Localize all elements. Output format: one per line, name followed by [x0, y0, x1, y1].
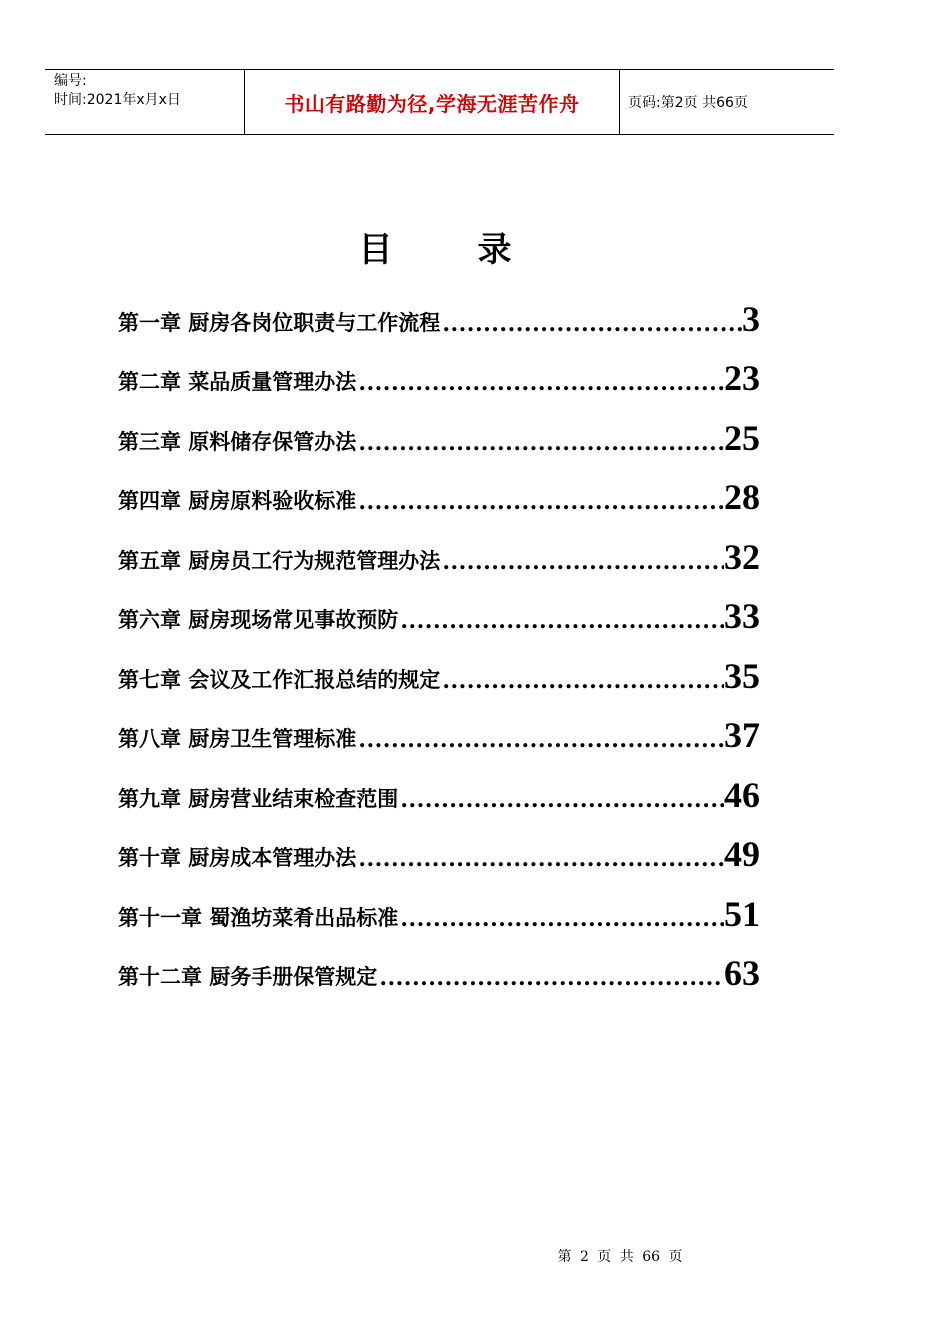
- toc-entry-label: 第十二章 厨务手册保管规定: [118, 964, 378, 989]
- toc-entry[interactable]: [118, 578, 760, 638]
- header-motto-cell: [245, 70, 620, 134]
- toc-entry[interactable]: [118, 518, 760, 578]
- toc-leader-dots: [400, 906, 724, 935]
- toc-entry-page: 23: [724, 358, 760, 398]
- toc-entry[interactable]: [118, 875, 760, 935]
- toc-entry[interactable]: [118, 697, 760, 757]
- toc-entry-page: 25: [724, 417, 760, 458]
- toc-entry-page: 32: [724, 536, 760, 577]
- toc-entry[interactable]: [118, 637, 760, 697]
- toc-entry[interactable]: [118, 756, 760, 816]
- toc-entry-page: 28: [724, 477, 760, 517]
- toc-leader-dots: [358, 430, 724, 459]
- toc-entry-page: 63: [724, 953, 760, 993]
- toc-entry-label: 第一章 厨房各岗位职责与工作流程: [118, 309, 441, 335]
- toc-entry[interactable]: [118, 340, 760, 400]
- document-number-label: 编号:: [54, 73, 87, 89]
- document-time-label: 时间:2021年x月x日: [54, 92, 181, 108]
- toc-entry-page: 49: [724, 834, 760, 874]
- toc-leader-dots: [442, 311, 742, 340]
- toc-entry[interactable]: [118, 280, 760, 340]
- toc-entry-page: 51: [724, 893, 760, 934]
- toc-entry-page: 37: [724, 715, 760, 755]
- toc-entry-label: 第二章 菜品质量管理办法: [118, 369, 357, 394]
- toc-leader-dots: [358, 846, 724, 875]
- footer-page-number: 第 2 页 共 66 页: [557, 1249, 683, 1265]
- header-page-cell: [620, 70, 834, 134]
- header-meta-cell: [45, 70, 245, 134]
- toc-entry-label: 第八章 厨房卫生管理标准: [118, 726, 357, 751]
- header-motto: 书山有路勤为径,学海无涯苦作舟: [284, 91, 580, 116]
- toc-entry-label: 第六章 厨房现场常见事故预防: [118, 607, 399, 632]
- toc-entry-label: 第五章 厨房员工行为规范管理办法: [118, 547, 441, 573]
- toc-list: [118, 280, 760, 994]
- toc-entry-page: 33: [724, 596, 760, 636]
- toc-title: 目录: [358, 230, 597, 270]
- toc-entry[interactable]: [118, 399, 760, 459]
- toc-entry-page: 35: [724, 655, 760, 696]
- toc-entry-page: 3: [742, 298, 760, 339]
- toc-leader-dots: [400, 787, 724, 816]
- toc-leader-dots: [442, 549, 724, 578]
- toc-entry-label: 第四章 厨房原料验收标准: [118, 488, 357, 513]
- toc-leader-dots: [400, 608, 724, 637]
- toc-leader-dots: [442, 668, 724, 697]
- toc-leader-dots: [358, 727, 724, 756]
- page-footer: [0, 1246, 950, 1266]
- document-header: [45, 69, 834, 135]
- toc-entry-label: 第九章 厨房营业结束检查范围: [118, 785, 399, 811]
- toc-entry-label: 第十章 厨房成本管理办法: [118, 845, 357, 870]
- toc-leader-dots: [379, 965, 724, 994]
- toc-entry-label: 第七章 会议及工作汇报总结的规定: [118, 666, 441, 692]
- toc-entry[interactable]: [118, 935, 760, 995]
- toc-entry-label: 第三章 原料储存保管办法: [118, 428, 357, 454]
- toc-leader-dots: [358, 370, 724, 399]
- toc-entry[interactable]: [118, 459, 760, 519]
- header-page-code: 页码:第2页 共66页: [628, 95, 748, 111]
- toc-leader-dots: [358, 489, 724, 518]
- toc-entry[interactable]: [118, 816, 760, 876]
- toc-entry-page: 46: [724, 774, 760, 815]
- toc-entry-label: 第十一章 蜀渔坊菜肴出品标准: [118, 904, 399, 930]
